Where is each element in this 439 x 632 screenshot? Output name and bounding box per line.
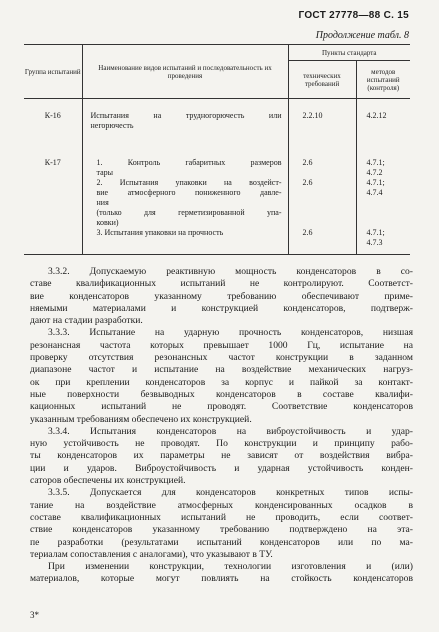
req-cell: 2.6 2.6 2.6 [288,153,356,255]
col-header-points: Пункты стандарта [288,45,410,61]
col-header-methods: методов испытаний (контроля) [356,61,410,99]
group-cell: К-16 [24,99,82,132]
table-row-k16 [24,99,410,132]
footer-page-mark: 3* [30,610,39,620]
tests-table [24,44,410,255]
test-name-cell: Испытания на трудногорючесть или негорючесть [82,99,288,132]
table-continuation-label: Продолжение табл. 8 [315,30,409,41]
group-cell: К-17 [24,153,82,255]
methods-cell: 4.2.12 [366,111,387,120]
test-name-cell: 1. Контроль габаритных размеров тары 2. Испытания упаковки на воздейст- вие атмосферного пониженного давле- ния (только для герметизированной упа- ковки) 3. Испытания упаковки на прочность [82,153,288,255]
req-cell: 2.2.10 [288,99,356,132]
paragraph-3-3-5: 3.3.5. Допускается для конденсаторов конкретных типов испы- тание на воздействие атмосферных конденсированных осадков в составе квалификационных испытаний не проводить, если соответ- ствие конденсаторов указанному требованию подтверждено на эта- пе разработки (результатами испытаний конденсаторов или по ма- териалам сопоставления с аналогами), что указывают в ТУ. [30,487,413,560]
table-row-k17 [24,153,410,255]
body-text [30,266,413,586]
col-header-name: Наименование видов испытаний и последовательность их проведения [82,45,288,99]
paragraph-3-3-3: 3.3.3. Испытание на ударную прочность конденсаторов, низшая резонансная частота которых превышает 1000 Гц, испытание на проверку отсутствия резонансных частот конструкции в заданном диапазоне частот и испытание на воздействие механических нагруз- ок при креплении конденсаторов за корпус и пайкой за контакт- ные поверхности безвыводных конденсаторов в составе квалифи- кационных испытаний не проводят. Соответствие конденсаторов указанным требованиям обеспечено их конструкцией. [30,327,413,425]
paragraph-changes: При изменении конструкции, технологии изготовления и (или) материалов, которые могут повлиять на стойкость конденсаторов [30,561,413,585]
paragraph-3-3-4: 3.3.4. Испытания конденсаторов на виброустойчивость и удар- ную устойчивость не проводят. По конструкции и принципу рабо- ты конденсаторов их параметры не зависят от воздействия вибра- ции и ударов. Виброустойчивость и ударная устойчивость конден- саторов обеспечены их конструкцией. [30,425,413,487]
col-header-group: Группа испытаний [24,45,82,99]
methods-cell: 4.7.1; 4.7.2 4.7.1; 4.7.4 4.7.1; 4.7.3 [356,153,410,255]
paragraph-3-3-2: 3.3.2. Допускаемую реактивную мощность конденсаторов в со- ставе квалификационных испытаний не контролируют. Соответст- вие конденсаторов указанному требованию обеспечивают приме- няемыми материалами и конструкцией конденсаторов, подтверж- дают на стадии разработки. [30,266,413,327]
col-header-req: технических требований [288,61,356,99]
page-header: ГОСТ 27778—88 С. 15 [298,10,409,21]
